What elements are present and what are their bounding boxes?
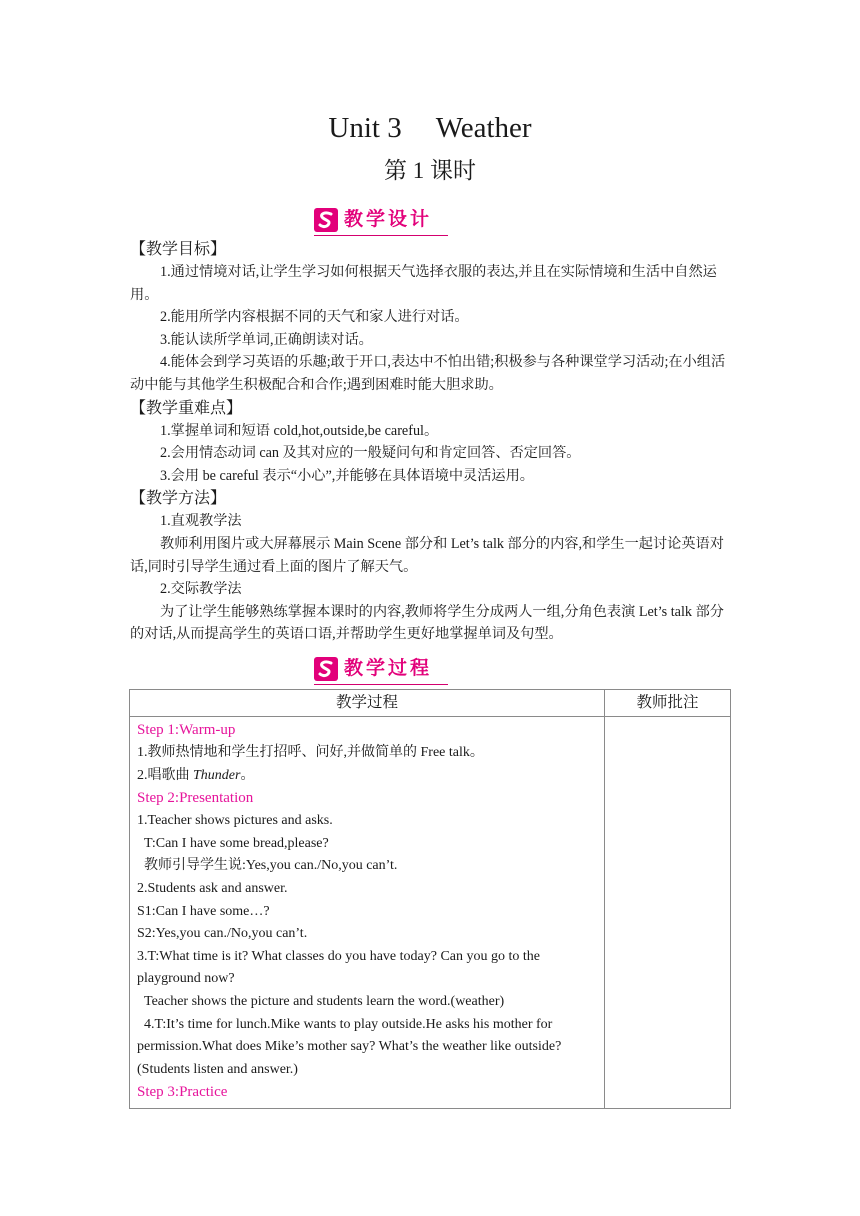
- table-header-row: [130, 690, 731, 717]
- lesson-body: [130, 238, 730, 646]
- banner-title: 教学过程: [344, 657, 433, 679]
- step-line: T:Can I have some bread,please?: [144, 835, 329, 851]
- teacher-notes-cell: [605, 717, 731, 1109]
- teaching-design-banner: [314, 205, 448, 236]
- table-row: [130, 717, 731, 1109]
- key-point-item: 2.会用情态动词 can 及其对应的一般疑问句和肯定回答、否定回答。: [160, 445, 581, 462]
- unit-name: Weather: [435, 112, 532, 144]
- key-points-heading: 【教学重难点】: [130, 399, 243, 417]
- page-title: [0, 108, 860, 148]
- column-header-notes: 教师批注: [605, 690, 731, 717]
- step-line: 1.教师热情地和学生打招呼、问好,并做简单的 Free talk。: [137, 745, 484, 760]
- step-heading: Step 2:Presentation: [137, 790, 254, 807]
- step-line: Teacher shows the picture and students learn the word.(weather): [144, 993, 505, 1009]
- column-header-process: 教学过程: [130, 690, 605, 717]
- objective-item: 1.通过情境对话,让学生学习如何根据天气选择衣服的表达,并且在实际情境和生活中自然运用。: [130, 264, 717, 303]
- method-title: 2.交际教学法: [160, 581, 242, 598]
- step-heading: Step 3:Practice: [137, 1084, 228, 1101]
- unit-label: Unit 3: [328, 112, 402, 144]
- process-cell: [130, 717, 605, 1109]
- step-line: 1.Teacher shows pictures and asks.: [137, 813, 333, 829]
- teaching-process-banner: [314, 654, 448, 685]
- step-line: 2.Students ask and answer.: [137, 880, 288, 896]
- step-line: S2:Yes,you can./No,you can’t.: [137, 926, 308, 942]
- key-point-item: 1.掌握单词和短语 cold,hot,outside,be careful。: [160, 422, 439, 439]
- section-logo-icon: [314, 208, 338, 232]
- method-title: 1.直观教学法: [160, 513, 242, 530]
- banner-title: 教学设计: [344, 208, 433, 230]
- lesson-subtitle: 第 1 课时: [384, 158, 476, 183]
- objective-item: 4.能体会到学习英语的乐趣;敢于开口,表达中不怕出错;积极参与各种课堂学习活动;在小组活动中能与其他学生积极配合和合作;遇到困难时能大胆求助。: [130, 354, 726, 393]
- objective-item: 2.能用所学内容根据不同的天气和家人进行对话。: [160, 309, 469, 326]
- step-line: 4.T:It’s time for lunch.Mike wants to play outside.He asks his mother for permission.What does Mike’s mother say? What’s the weather like outside?(Students listen and answer.): [137, 1016, 562, 1077]
- method-text: 为了让学生能够熟练掌握本课时的内容,教师将学生分成两人一组,分角色表演 Let’s talk 部分的对话,从而提高学生的英语口语,并帮助学生更好地掌握单词及句型。: [130, 603, 724, 643]
- step-heading: Step 1:Warm-up: [137, 722, 236, 738]
- step-line: S1:Can I have some…?: [137, 903, 270, 919]
- section-logo-icon: [314, 657, 338, 681]
- step-line: 3.T:What time is it? What classes do you have today? Can you go to the playground now?: [137, 948, 541, 987]
- methods-heading: 【教学方法】: [130, 490, 227, 508]
- song-title: Thunder: [193, 767, 241, 783]
- step-line: 2.唱歌曲 Thunder。: [137, 767, 255, 783]
- process-table: [129, 689, 731, 1109]
- step-line: 教师引导学生说:Yes,you can./No,you can’t.: [144, 858, 398, 874]
- method-text: 教师利用图片或大屏幕展示 Main Scene 部分和 Let’s talk 部分的内容,和学生一起讨论英语对话,同时引导学生通过看上面的图片了解天气。: [130, 535, 724, 575]
- key-point-item: 3.会用 be careful 表示“小心”,并能够在具体语境中灵活运用。: [160, 467, 534, 484]
- objectives-heading: 【教学目标】: [130, 241, 227, 258]
- objective-item: 3.能认读所学单词,正确朗读对话。: [160, 331, 373, 348]
